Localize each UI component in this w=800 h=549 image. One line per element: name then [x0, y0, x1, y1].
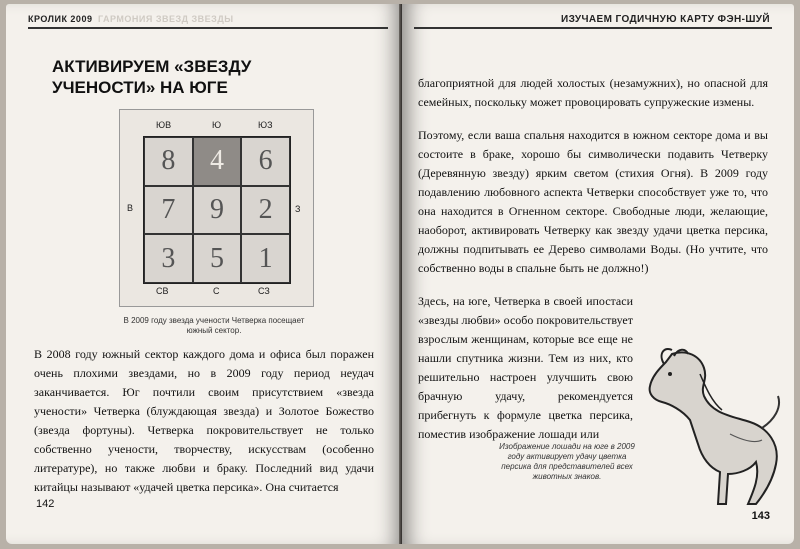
- direction-label-e: В: [127, 203, 134, 213]
- diagram-caption: В 2009 году звезда учености Четверка посещает южный сектор.: [123, 316, 305, 335]
- direction-label-s: Ю: [212, 120, 222, 130]
- grid-cell: 9: [193, 186, 242, 235]
- right-header-rule: [414, 27, 772, 29]
- direction-label-sw: ЮЗ: [258, 120, 273, 130]
- left-page: [6, 4, 402, 544]
- right-paragraph-2: Поэтому, если ваша спальня находится в южном секторе дома и вы состоите в браке, хорошо бы символически подавить Четверку (Деревянную звезду) ярким светом (стихия Огня). В 2009 году подавлению любовного аспекта Четверки способствует уже то, что она находится в Огненном секторе. Свободные люди, желающие, наоборот, активировать Четверку как звезду удачи цветка персика, должны подпитывать ее Дерево символами Воды. (Но учтите, что собственно воды в спальне быть не должно!): [418, 128, 768, 275]
- right-paragraph-1: благоприятной для людей холостых (незамужних), но опасной для семейных, поскольку может провоцировать супружеские измены.: [418, 76, 768, 109]
- grid-cell-highlighted: 4: [193, 137, 242, 186]
- page-number-right: 143: [751, 510, 770, 522]
- direction-label-n: С: [213, 286, 220, 296]
- left-paragraph: В 2008 году южный сектор каждого дома и офиса был поражен очень плохими звездами, но в 2009 году период неудач заканчивается. Юг почтили своим присутствием «звезда учености» Четверка (блуждающая звезда) и Золотое Божество (звезда фортуны). Четверка покровительствует не только собственно учености, творчеству, искусствам (особенно литературе), но также любви и браку. Последний вид удачи китайцы называют «удачей цветка персика». Она считается: [34, 347, 374, 494]
- grid-cell: 3: [144, 234, 193, 283]
- direction-label-nw: СЗ: [258, 286, 270, 296]
- left-running-head: КРОЛИК 2009: [28, 14, 93, 24]
- left-running-head-ghost: ГАРМОНИЯ ЗВЕЗД ЗВЕЗДЫ: [98, 14, 234, 24]
- right-paragraph-3: Здесь, на юге, Четверка в своей ипостаси «звезды любви» особо покровительствует взрослым женщинам, которые все еще не нашли спутника жизни. Тем из них, кто решительно настроен улучшить свою брачную удачу, рекомендуется прибегнуть к формуле цветка персика, поместив изображение лошади или: [418, 294, 633, 441]
- direction-label-w: З: [295, 204, 301, 214]
- direction-label-se: ЮВ: [156, 120, 172, 130]
- page-number-left: 142: [36, 498, 55, 510]
- section-heading: АКТИВИРУЕМ «ЗВЕЗДУ УЧЕНОСТИ» НА ЮГЕ: [52, 57, 252, 97]
- grid-cell: 1: [241, 234, 290, 283]
- grid-cell: 6: [241, 137, 290, 186]
- horse-illustration: [642, 344, 787, 509]
- grid-cell: 8: [144, 137, 193, 186]
- grid-cell: 5: [193, 234, 242, 283]
- flying-star-grid: [143, 136, 291, 284]
- right-running-head: ИЗУЧАЕМ ГОДИЧНУЮ КАРТУ ФЭН-ШУЙ: [560, 14, 770, 25]
- left-body-text: [34, 345, 374, 497]
- grid-cell: 2: [241, 186, 290, 235]
- grid-cell: 7: [144, 186, 193, 235]
- left-header-rule: [28, 27, 388, 29]
- right-page: [402, 4, 794, 544]
- direction-label-ne: СВ: [156, 286, 169, 296]
- horse-caption: Изображение лошади на юге в 2009 году активирует удачу цветка персика для представителей всех животных знаков.: [499, 442, 635, 481]
